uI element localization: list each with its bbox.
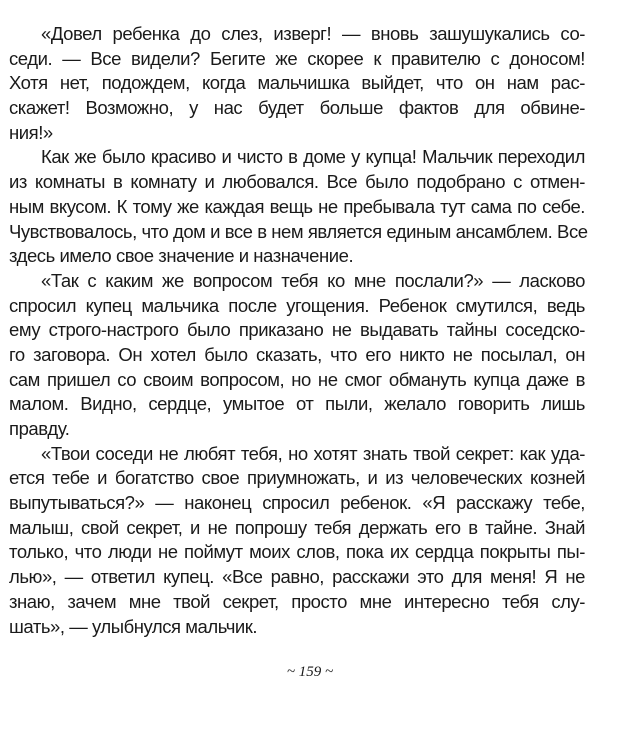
text-line: малом. Видно, сердце, умытое от пыли, желало говорить лишь	[9, 393, 585, 415]
text-line: ния!»	[9, 121, 53, 143]
text-line: «Довел ребенка до слез, изверг! — вновь зашушукались со-	[41, 23, 585, 44]
page-body	[9, 22, 588, 639]
text-line: малыш, свой секрет, и не попрошу тебя держать его в тайне. Знай	[9, 516, 585, 538]
paragraph	[9, 442, 585, 640]
text-line: Как же было красиво и чисто в доме у купца! Мальчик переходил	[41, 146, 585, 168]
text-line: ным вкусом. К тому же каждая вещь не пребывала тут сама по себе.	[9, 195, 585, 217]
text-line: ется тебе и богатство свое приумножать, и из человеческих козней	[9, 467, 585, 489]
text-line: Хотя нет, подождем, когда мальчишка выйдет, что он нам рас-	[9, 72, 585, 94]
text-line: скажет! Возможно, у нас будет больше фактов для обвине-	[9, 97, 585, 119]
text-line: сам пришел со своим вопросом, но не смог обмануть купца даже в	[9, 368, 585, 390]
text-line: ему строго-настрого было приказано не выдавать тайны соседско-	[9, 319, 585, 341]
text-line: «Так с каким же вопросом тебя ко мне послали?» — ласково	[41, 269, 585, 291]
text-line: знаю, зачем мне твой секрет, просто мне интересно тебя слу-	[9, 590, 585, 612]
text-line: го заговора. Он хотел было сказать, что его никто не посылал, он	[9, 343, 585, 365]
page-number: ~ 159 ~	[286, 664, 334, 680]
text-line: лью», — ответил купец. «Все равно, расскажи это для меня! Я не	[9, 566, 585, 588]
text-line: спросил купец мальчика после угощения. Ребенок смутился, ведь	[9, 294, 585, 316]
text-line: из комнаты в комнату и любовался. Все было подобрано с отмен-	[9, 171, 585, 193]
text-line: только, что люди не поймут моих слов, пока их сердца покрыты пы-	[9, 541, 585, 563]
paragraph	[9, 145, 588, 268]
text-line: здесь имело свое значение и назначение.	[9, 245, 354, 267]
text-line: «Твои соседи не любят тебя, но хотят знать твой секрет: как уда-	[41, 442, 585, 464]
paragraph	[9, 22, 585, 145]
paragraph	[9, 269, 585, 442]
text-line: правду.	[9, 418, 70, 439]
text-line: шать», — улыбнулся мальчик.	[9, 615, 258, 637]
text-line: выпутываться?» — наконец спросил ребенок. «Я расскажу тебе,	[9, 492, 585, 514]
text-line: седи. — Все видели? Бегите же скорее к правителю с доносом!	[9, 47, 585, 69]
text-line: Чувствовалось, что дом и все в нем является единым ансамблем. Все	[9, 220, 588, 242]
